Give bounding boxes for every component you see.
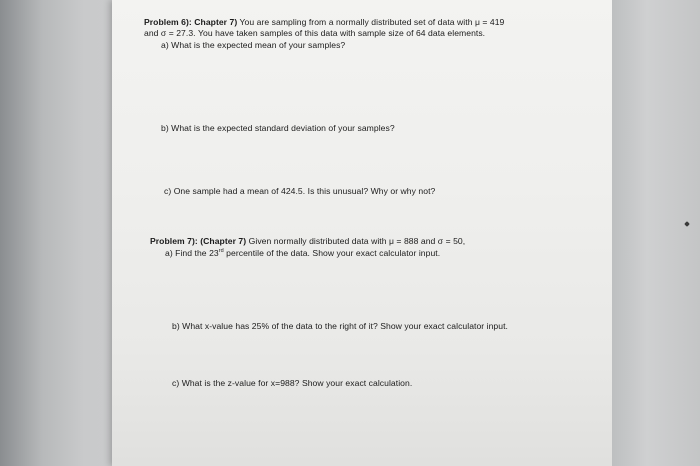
problem7-part-a	[165, 248, 440, 258]
problem7-part-a-post: percentile of the data. Show your exact calculator input.	[223, 248, 441, 258]
problem6-part-c: c) One sample had a mean of 424.5. Is this unusual? Why or why not?	[164, 186, 436, 196]
problem7-part-c: c) What is the z-value for x=988? Show your exact calculation.	[172, 378, 413, 388]
problem6-intro-line1	[144, 17, 504, 27]
problem6-intro-text: You are sampling from a normally distributed set of data with μ = 419	[237, 17, 505, 27]
problem7-part-a-sup: rd	[218, 248, 224, 255]
problem6-heading: Problem 6): Chapter 7)	[144, 17, 238, 27]
problem7-part-b: b) What x-value has 25% of the data to the right of it? Show your exact calculator input.	[172, 321, 508, 331]
problem7-intro-text: Given normally distributed data with μ = 888 and σ = 50,	[246, 236, 466, 246]
background-sheet	[612, 0, 700, 466]
problem6-part-a: a) What is the expected mean of your samples?	[161, 40, 346, 50]
problem7-part-a-pre: a) Find the 23	[165, 248, 219, 258]
worksheet-page	[112, 0, 612, 466]
problem7-heading: Problem 7): (Chapter 7)	[150, 236, 247, 246]
problem6-part-b: b) What is the expected standard deviation of your samples?	[161, 123, 395, 133]
problem7-intro-line	[150, 236, 465, 246]
problem6-intro-line2: and σ = 27.3. You have taken samples of this data with sample size of 64 data elements.	[144, 28, 486, 38]
